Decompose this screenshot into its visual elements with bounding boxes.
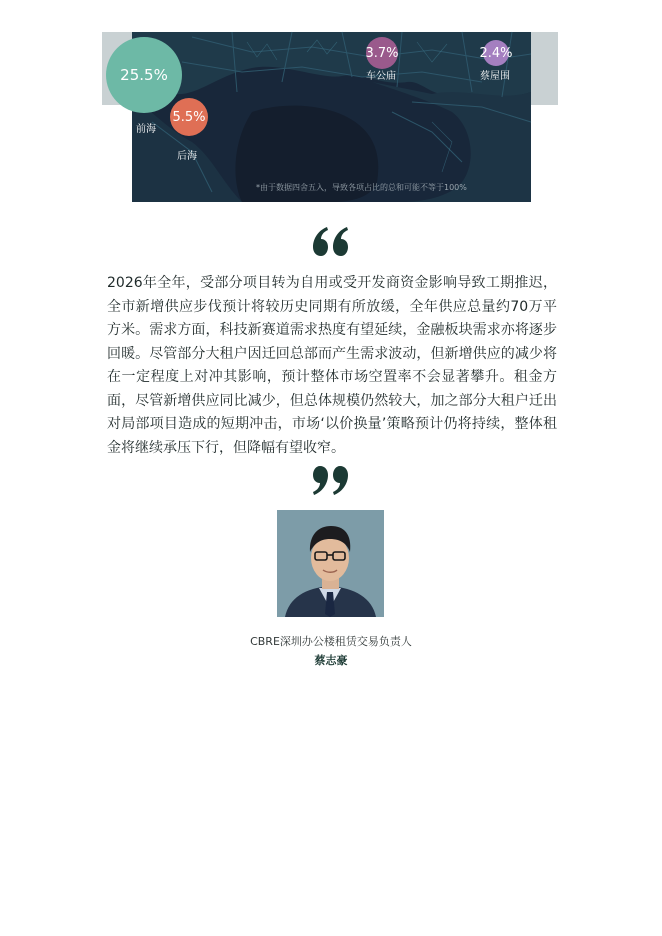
district-bubble-chegongmiao: [366, 37, 398, 69]
map-footnote: *由于数据四舍五入，导致各项占比的总和可能不等于100%: [256, 183, 467, 192]
district-label-chegongmiao: 车公庙: [366, 71, 396, 82]
avatar: [277, 510, 384, 617]
portrait-illustration: [277, 510, 384, 617]
speaker-role: CBRE深圳办公楼租赁交易负责人: [250, 635, 412, 648]
quote-body: 2026年全年，受部分项目转为自用或受开发商资金影响导致工期推迟，全市新增供应步伐预计将较历史同期有所放缓，全年供应总量约70万平方米。需求方面，科技新赛道需求热度有望延续，金融板块需求亦将逐步回暖。尽管部分大租户因迁回总部而产生需求波动，但新增供应的减少将在一定程度上对冲其影响，预计整体市场空置率不会显著攀升。租金方面，尽管新增供应同比减少，但总体规模仍然较大，加之部分大租户迁出对局部项目造成的短期冲击，市场‘以价换量’策略预计仍将持续，整体租金将继续承压下行，但降幅有望收窄。: [107, 275, 557, 456]
district-share-chegongmiao: 3.7%: [365, 45, 399, 61]
district-bubble-caiwuwei: [479, 40, 513, 66]
district-label-houhai: 后海: [177, 151, 197, 162]
district-share-qianhai: 25.5%: [120, 66, 168, 84]
district-label-qianhai: 前海: [136, 124, 156, 135]
open-quote-icon: [313, 226, 349, 256]
close-quote-icon: [313, 466, 349, 496]
district-share-houhai: 5.5%: [172, 109, 206, 125]
speaker-name: 蔡志豪: [314, 654, 348, 667]
district-bubble-houhai: [170, 98, 208, 136]
district-share-caiwuwei: 2.4%: [479, 45, 513, 61]
district-supply-map: [120, 32, 531, 202]
district-bubble-qianhai: [106, 37, 182, 113]
district-label-caiwuwei: 蔡屋围: [480, 71, 510, 82]
